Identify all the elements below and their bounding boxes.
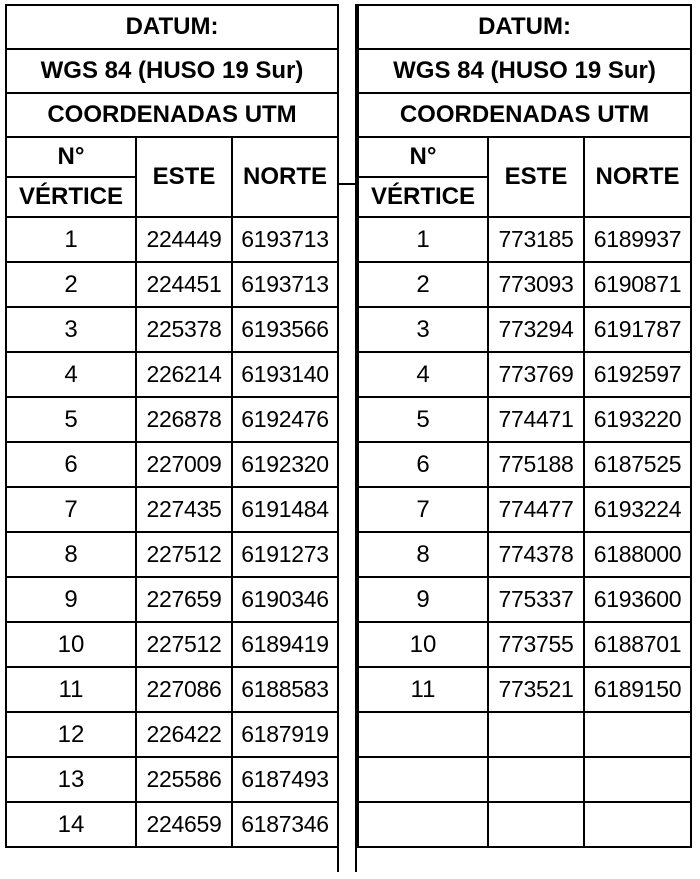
vertex-number: 11 — [6, 667, 136, 712]
este-value: 224449 — [136, 217, 232, 262]
norte-value: 6193220 — [584, 397, 691, 442]
vertex-number: 7 — [6, 487, 136, 532]
table-row — [6, 397, 338, 442]
table-row — [6, 352, 338, 397]
table-row — [6, 262, 338, 307]
empty-cell — [584, 757, 691, 802]
este-value: 774378 — [488, 532, 584, 577]
table-row — [6, 532, 338, 577]
table-row — [358, 352, 691, 397]
table-row — [6, 442, 338, 487]
norte-value: 6187346 — [232, 802, 338, 847]
norte-value: 6188701 — [584, 622, 691, 667]
este-value: 775188 — [488, 442, 584, 487]
empty-cell — [358, 757, 488, 802]
vertex-number: 3 — [358, 307, 488, 352]
este-value: 773755 — [488, 622, 584, 667]
este-value: 225378 — [136, 307, 232, 352]
table-row — [358, 712, 691, 757]
vertex-number: 3 — [6, 307, 136, 352]
table-row — [358, 307, 691, 352]
norte-value: 6193566 — [232, 307, 338, 352]
coords-label: COORDENADAS UTM — [6, 93, 338, 137]
norte-value: 6192476 — [232, 397, 338, 442]
norte-value: 6187919 — [232, 712, 338, 757]
este-value: 773294 — [488, 307, 584, 352]
norte-value: 6188000 — [584, 532, 691, 577]
vertex-number: 8 — [6, 532, 136, 577]
norte-value: 6189150 — [584, 667, 691, 712]
table-row — [6, 307, 338, 352]
divider-connector — [339, 183, 355, 185]
empty-cell — [584, 712, 691, 757]
norte-value: 6187493 — [232, 757, 338, 802]
col-header-no: N° — [358, 137, 488, 177]
este-value: 225586 — [136, 757, 232, 802]
table-row — [6, 577, 338, 622]
table-row — [358, 262, 691, 307]
table-row — [358, 397, 691, 442]
norte-value: 6193224 — [584, 487, 691, 532]
este-value: 226214 — [136, 352, 232, 397]
este-value: 227512 — [136, 532, 232, 577]
vertex-number: 1 — [358, 217, 488, 262]
table-row — [358, 802, 691, 847]
coordinates-table-right — [357, 4, 692, 848]
norte-value: 6192320 — [232, 442, 338, 487]
table-row — [358, 442, 691, 487]
table-row — [358, 532, 691, 577]
vertex-number: 8 — [358, 532, 488, 577]
datum-label: DATUM: — [6, 5, 338, 49]
table-row — [6, 667, 338, 712]
vertex-number: 9 — [358, 577, 488, 622]
datum-system: WGS 84 (HUSO 19 Sur) — [6, 49, 338, 93]
norte-value: 6193600 — [584, 577, 691, 622]
vertex-number: 4 — [6, 352, 136, 397]
este-value: 773093 — [488, 262, 584, 307]
este-value: 224451 — [136, 262, 232, 307]
este-value: 227086 — [136, 667, 232, 712]
vertex-number: 7 — [358, 487, 488, 532]
col-header-vertice: VÉRTICE — [358, 177, 488, 217]
empty-cell — [488, 802, 584, 847]
table-row — [6, 487, 338, 532]
table-row — [358, 487, 691, 532]
empty-cell — [488, 712, 584, 757]
col-header-norte: NORTE — [232, 137, 338, 217]
este-value: 773521 — [488, 667, 584, 712]
este-value: 226422 — [136, 712, 232, 757]
vertex-number: 6 — [358, 442, 488, 487]
norte-value: 6191273 — [232, 532, 338, 577]
este-value: 224659 — [136, 802, 232, 847]
table-row — [6, 757, 338, 802]
right-rows — [358, 217, 691, 847]
vertex-number: 2 — [358, 262, 488, 307]
empty-cell — [488, 757, 584, 802]
vertex-number: 9 — [6, 577, 136, 622]
norte-value: 6193713 — [232, 217, 338, 262]
vertex-number: 6 — [6, 442, 136, 487]
vertex-number: 1 — [6, 217, 136, 262]
table-row — [6, 217, 338, 262]
table-row — [358, 667, 691, 712]
este-value: 227512 — [136, 622, 232, 667]
col-header-no: N° — [6, 137, 136, 177]
norte-value: 6188583 — [232, 667, 338, 712]
este-value: 773185 — [488, 217, 584, 262]
left-rows — [6, 217, 338, 847]
empty-cell — [358, 802, 488, 847]
vertex-number: 5 — [6, 397, 136, 442]
datum-system: WGS 84 (HUSO 19 Sur) — [358, 49, 691, 93]
vertex-number: 14 — [6, 802, 136, 847]
col-header-norte: NORTE — [584, 137, 691, 217]
vertex-number: 13 — [6, 757, 136, 802]
divider-line — [337, 4, 339, 872]
norte-value: 6190871 — [584, 262, 691, 307]
este-value: 774477 — [488, 487, 584, 532]
norte-value: 6191484 — [232, 487, 338, 532]
norte-value: 6193713 — [232, 262, 338, 307]
vertex-number: 11 — [358, 667, 488, 712]
este-value: 773769 — [488, 352, 584, 397]
norte-value: 6190346 — [232, 577, 338, 622]
table-row — [358, 577, 691, 622]
col-header-este: ESTE — [488, 137, 584, 217]
este-value: 227009 — [136, 442, 232, 487]
empty-cell — [358, 712, 488, 757]
este-value: 227435 — [136, 487, 232, 532]
empty-cell — [584, 802, 691, 847]
table-row — [358, 217, 691, 262]
norte-value: 6191787 — [584, 307, 691, 352]
norte-value: 6193140 — [232, 352, 338, 397]
vertex-number: 4 — [358, 352, 488, 397]
col-header-vertice: VÉRTICE — [6, 177, 136, 217]
coordinates-table-left — [5, 4, 339, 848]
este-value: 227659 — [136, 577, 232, 622]
vertex-number: 5 — [358, 397, 488, 442]
coords-label: COORDENADAS UTM — [358, 93, 691, 137]
col-header-este: ESTE — [136, 137, 232, 217]
vertex-number: 2 — [6, 262, 136, 307]
table-row — [6, 622, 338, 667]
este-value: 226878 — [136, 397, 232, 442]
vertex-number: 10 — [358, 622, 488, 667]
vertex-number: 10 — [6, 622, 136, 667]
table-row — [358, 622, 691, 667]
table-row — [358, 757, 691, 802]
norte-value: 6187525 — [584, 442, 691, 487]
table-row — [6, 802, 338, 847]
vertex-number: 12 — [6, 712, 136, 757]
norte-value: 6189937 — [584, 217, 691, 262]
este-value: 775337 — [488, 577, 584, 622]
norte-value: 6189419 — [232, 622, 338, 667]
norte-value: 6192597 — [584, 352, 691, 397]
este-value: 774471 — [488, 397, 584, 442]
datum-label: DATUM: — [358, 5, 691, 49]
table-row — [6, 712, 338, 757]
